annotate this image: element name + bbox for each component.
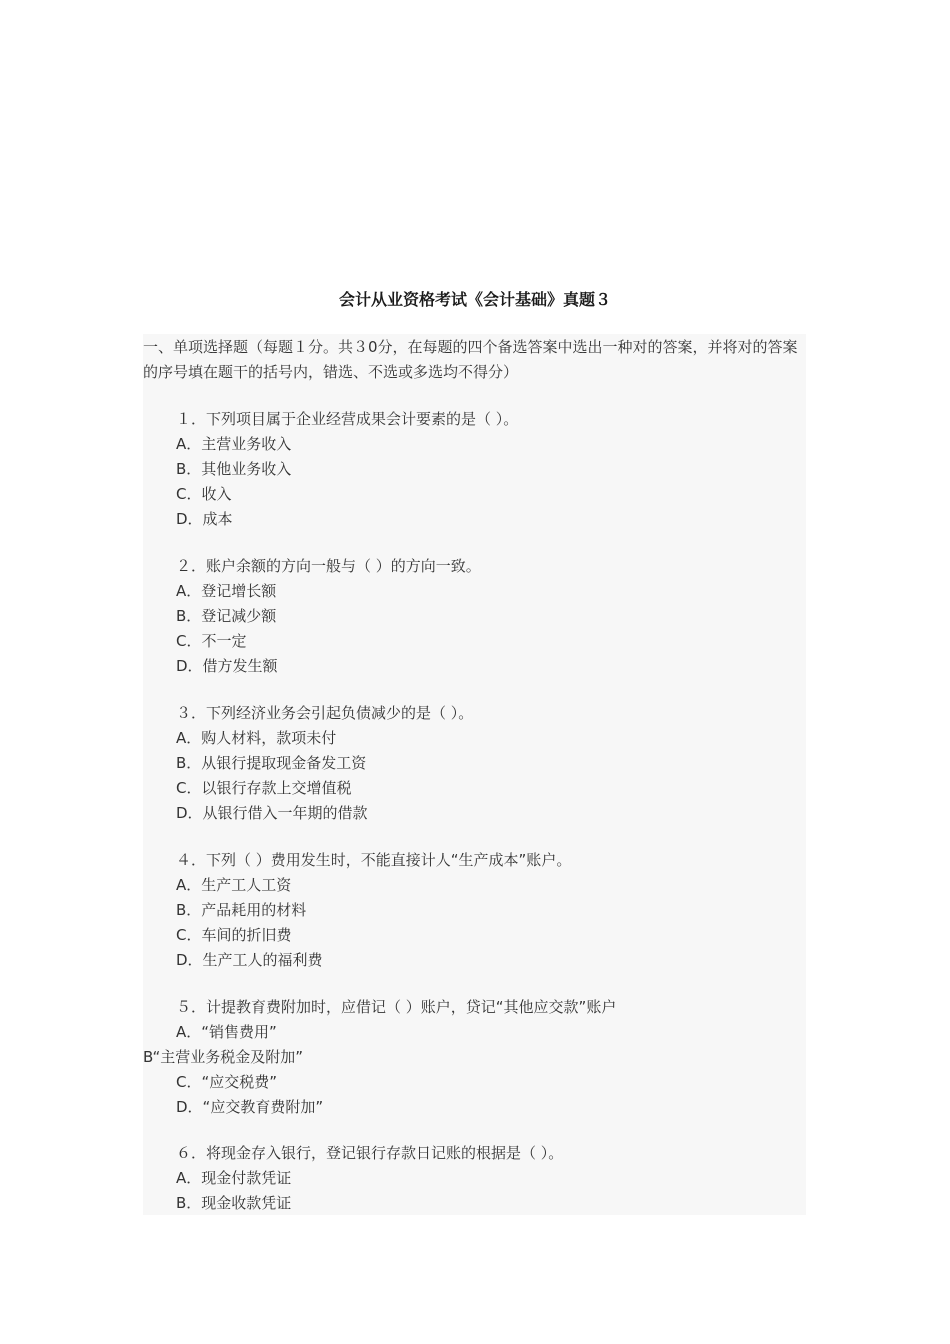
option-c: C．以银行存款上交增值税 [176,779,352,797]
option-d: D．借方发生额 [176,657,278,675]
question-stem: １．下列项目属于企业经营成果会计要素的是（ ）。 [176,410,519,428]
option-d: D．从银行借入一年期的借款 [176,804,368,822]
option-a: A．生产工人工资 [176,876,292,894]
option-a: A．购人材料，款项未付 [176,729,337,747]
content-panel [143,334,806,1215]
section-intro: 一、单项选择题（每题１分。共３0分，在每题的四个备选答案中选出一种对的答案，并将对的答案的序号填在题干的括号内，错选、不选或多选均不得分） [143,338,798,381]
question-stem: ５．计提教育费附加时，应借记（ ）账户，贷记“其他应交款”账户 [176,998,617,1016]
option-d: D．成本 [176,510,233,528]
option-b: B．从银行提取现金备发工资 [176,754,367,772]
option-c: C．收入 [176,485,232,503]
option-b: B．登记减少额 [176,607,277,625]
option-c: C．车间的折旧费 [176,926,292,944]
option-a: A．现金付款凭证 [176,1169,292,1187]
question-4 [176,848,796,973]
document-title: 会计从业资格考试《会计基础》真题３ [338,290,611,309]
question-3 [176,701,796,826]
option-a: A．主营业务收入 [176,435,292,453]
question-6 [176,1141,796,1216]
question-stem: ３．下列经济业务会引起负债减少的是（ ）。 [176,704,474,722]
question-stem: ６．将现金存入银行，登记银行存款日记账的根据是（ ）。 [176,1144,564,1162]
option-b: B．其他业务收入 [176,460,292,478]
question-5 [143,995,796,1120]
question-stem: ２．账户余额的方向一般与（ ）的方向一致。 [176,557,481,575]
option-b: B．产品耗用的材料 [176,901,307,919]
option-d: D．“应交教育费附加” [176,1098,324,1116]
option-d: D．生产工人的福利费 [176,951,323,969]
question-1 [176,407,796,532]
option-c: C．不一定 [176,632,247,650]
question-stem: ４．下列（ ）费用发生时，不能直接计人“生产成本”账户。 [176,851,572,869]
option-b: B．现金收款凭证 [176,1194,292,1212]
option-c: C．“应交税费” [176,1073,278,1091]
option-a: A．“销售费用” [176,1023,277,1041]
question-2 [176,554,796,679]
option-a: A．登记增长额 [176,582,277,600]
option-b: B“主营业务税金及附加” [143,1048,304,1066]
